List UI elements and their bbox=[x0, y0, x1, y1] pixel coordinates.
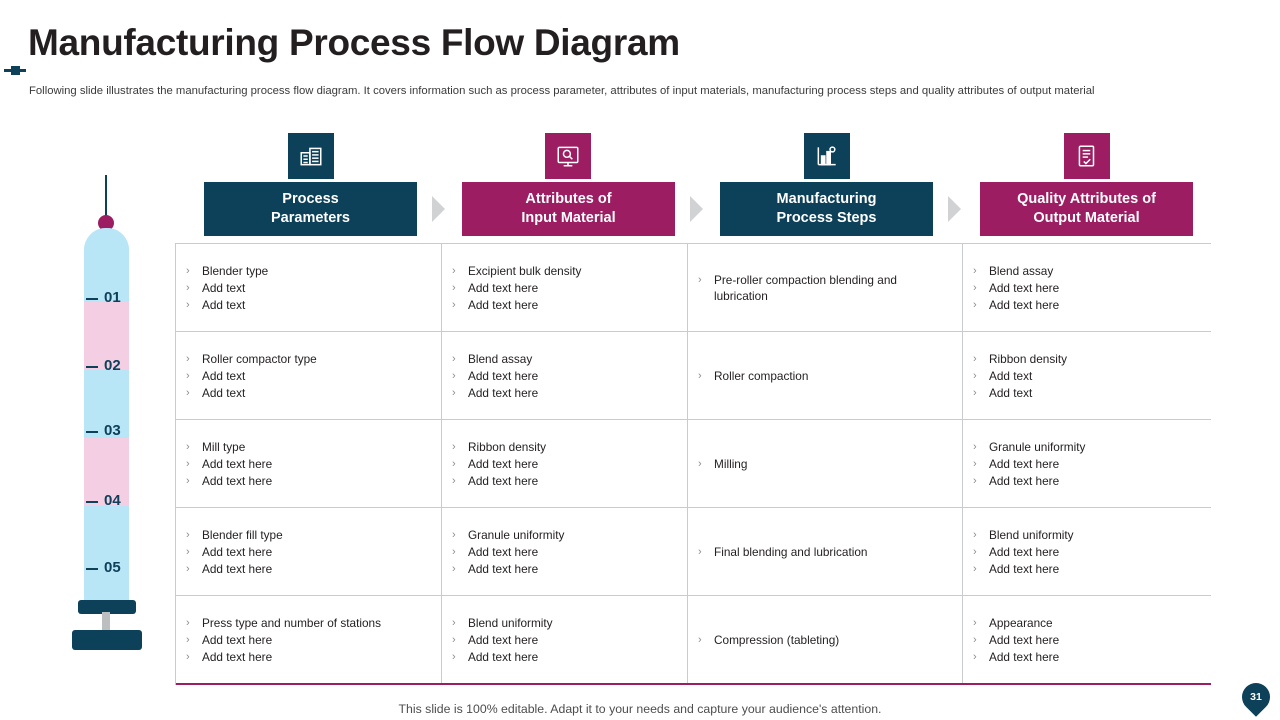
list-item: Add text here bbox=[468, 368, 539, 383]
list-item: Add text here bbox=[989, 632, 1060, 647]
list-item: Add text here bbox=[202, 649, 273, 664]
list-item: Add text here bbox=[468, 561, 539, 576]
chevron-right-icon: › bbox=[698, 273, 702, 286]
chevron-right-icon: › bbox=[973, 474, 977, 487]
cell-input-attributes bbox=[442, 596, 688, 683]
chevron-right-icon: › bbox=[973, 457, 977, 470]
column-header-line1: Attributes of bbox=[525, 191, 612, 207]
list-item: Add text here bbox=[202, 456, 273, 471]
chevron-right-icon: › bbox=[186, 650, 190, 663]
cell-process-parameters bbox=[176, 332, 442, 419]
table-row bbox=[176, 596, 1211, 685]
chevron-right-icon: › bbox=[186, 633, 190, 646]
chevron-right-icon: › bbox=[452, 369, 456, 382]
chevron-right-icon: › bbox=[452, 440, 456, 453]
list-item: Add text bbox=[202, 280, 246, 295]
column-header-line2: Output Material bbox=[1033, 210, 1140, 226]
title-marker-icon bbox=[4, 66, 26, 76]
document-search-icon bbox=[545, 133, 591, 179]
chevron-right-icon: › bbox=[186, 457, 190, 470]
chevron-right-icon: › bbox=[186, 545, 190, 558]
chevron-right-icon: › bbox=[973, 264, 977, 277]
chevron-right-icon: › bbox=[452, 474, 456, 487]
column-header-process-parameters[interactable] bbox=[204, 182, 417, 236]
cell-process-parameters bbox=[176, 420, 442, 507]
chevron-right-icon: › bbox=[973, 562, 977, 575]
list-item: Add text here bbox=[468, 544, 539, 559]
cell-process-parameters bbox=[176, 244, 442, 331]
syringe-rod bbox=[102, 612, 110, 632]
chevron-right-icon: › bbox=[186, 298, 190, 311]
chevron-right-icon: › bbox=[973, 352, 977, 365]
column-header-output-material[interactable] bbox=[980, 182, 1193, 236]
list-item: Roller compactor type bbox=[202, 351, 317, 366]
chevron-right-icon: › bbox=[698, 633, 702, 646]
list-item: Add text bbox=[989, 368, 1033, 383]
cell-process-steps bbox=[688, 508, 963, 595]
list-item: Milling bbox=[714, 456, 748, 471]
syringe-step-02: 02 bbox=[104, 357, 121, 374]
list-item: Add text here bbox=[989, 649, 1060, 664]
list-item: Add text here bbox=[989, 561, 1060, 576]
chevron-right-icon: › bbox=[186, 562, 190, 575]
chevron-right-icon: › bbox=[452, 528, 456, 541]
list-item: Add text bbox=[202, 297, 246, 312]
list-item: Blend assay bbox=[468, 351, 533, 366]
arrow-separator-1-icon bbox=[432, 196, 445, 222]
cell-input-attributes bbox=[442, 508, 688, 595]
syringe-graphic bbox=[72, 175, 142, 650]
chevron-right-icon: › bbox=[698, 369, 702, 382]
table-row bbox=[176, 508, 1211, 596]
cell-output-attributes bbox=[963, 508, 1211, 595]
chevron-right-icon: › bbox=[186, 440, 190, 453]
chevron-right-icon: › bbox=[186, 352, 190, 365]
list-item: Add text here bbox=[468, 473, 539, 488]
list-item: Roller compaction bbox=[714, 368, 809, 383]
list-item: Add text bbox=[202, 385, 246, 400]
chevron-right-icon: › bbox=[973, 369, 977, 382]
table-row bbox=[176, 420, 1211, 508]
list-item: Add text here bbox=[468, 385, 539, 400]
cell-input-attributes bbox=[442, 244, 688, 331]
list-item: Final blending and lubrication bbox=[714, 544, 868, 559]
chevron-right-icon: › bbox=[452, 386, 456, 399]
page-subtitle: Following slide illustrates the manufacturing process flow diagram. It covers information such as process parameter, attributes of input materials, manufacturing process steps and quality attributes of output material bbox=[29, 85, 1095, 97]
chevron-right-icon: › bbox=[973, 386, 977, 399]
syringe-step-05: 05 bbox=[104, 559, 121, 576]
list-item: Add text here bbox=[468, 280, 539, 295]
process-chart-icon bbox=[804, 133, 850, 179]
list-item: Compression (tableting) bbox=[714, 632, 840, 647]
list-item: Add text here bbox=[989, 544, 1060, 559]
cell-output-attributes bbox=[963, 596, 1211, 683]
chevron-right-icon: › bbox=[452, 457, 456, 470]
list-item: Blend uniformity bbox=[989, 527, 1074, 542]
chevron-right-icon: › bbox=[452, 545, 456, 558]
chevron-right-icon: › bbox=[452, 298, 456, 311]
footer-note: This slide is 100% editable. Adapt it to your needs and capture your audience's attention. bbox=[398, 702, 882, 716]
column-header-line1: Quality Attributes of bbox=[1017, 191, 1156, 207]
chevron-right-icon: › bbox=[186, 281, 190, 294]
list-item: Add text here bbox=[468, 632, 539, 647]
column-header-line1: Manufacturing bbox=[776, 191, 877, 207]
syringe-thumb-rest bbox=[72, 630, 142, 650]
chevron-right-icon: › bbox=[186, 528, 190, 541]
list-item: Add text bbox=[202, 368, 246, 383]
table-row bbox=[176, 244, 1211, 332]
list-item: Add text here bbox=[989, 280, 1060, 295]
list-item: Mill type bbox=[202, 439, 246, 454]
chevron-right-icon: › bbox=[973, 545, 977, 558]
syringe-needle-icon bbox=[105, 175, 107, 220]
list-item: Add text bbox=[989, 385, 1033, 400]
list-item: Add text here bbox=[468, 297, 539, 312]
chevron-right-icon: › bbox=[452, 264, 456, 277]
chevron-right-icon: › bbox=[186, 264, 190, 277]
cell-process-steps bbox=[688, 244, 963, 331]
page-number-badge bbox=[1242, 683, 1272, 713]
page-title: Manufacturing Process Flow Diagram bbox=[28, 22, 680, 63]
chevron-right-icon: › bbox=[452, 616, 456, 629]
chevron-right-icon: › bbox=[452, 650, 456, 663]
list-item: Press type and number of stations bbox=[202, 615, 382, 630]
chevron-right-icon: › bbox=[973, 281, 977, 294]
list-item: Add text here bbox=[202, 561, 273, 576]
chevron-right-icon: › bbox=[973, 650, 977, 663]
list-item: Add text here bbox=[989, 297, 1060, 312]
chevron-right-icon: › bbox=[186, 474, 190, 487]
column-header-line1: Process bbox=[282, 191, 339, 207]
syringe-step-04: 04 bbox=[104, 492, 121, 509]
chevron-right-icon: › bbox=[452, 562, 456, 575]
list-item: Blender type bbox=[202, 263, 269, 278]
chevron-right-icon: › bbox=[698, 457, 702, 470]
cell-process-steps bbox=[688, 332, 963, 419]
arrow-separator-3-icon bbox=[948, 196, 961, 222]
cell-process-parameters bbox=[176, 508, 442, 595]
list-item: Appearance bbox=[989, 615, 1053, 630]
column-header-line2: Process Steps bbox=[776, 210, 877, 226]
process-table bbox=[175, 243, 1211, 685]
syringe-body bbox=[84, 228, 129, 608]
arrow-separator-2-icon bbox=[690, 196, 703, 222]
syringe-step-03: 03 bbox=[104, 422, 121, 439]
column-header-line2: Parameters bbox=[271, 210, 350, 226]
report-check-icon bbox=[1064, 133, 1110, 179]
table-row bbox=[176, 332, 1211, 420]
list-item: Pre-roller compaction blending and lubrication bbox=[714, 272, 897, 303]
list-item: Granule uniformity bbox=[989, 439, 1086, 454]
list-item: Add text here bbox=[989, 456, 1060, 471]
column-header-input-material[interactable] bbox=[462, 182, 675, 236]
cell-output-attributes bbox=[963, 244, 1211, 331]
column-header-line2: Input Material bbox=[521, 210, 616, 226]
cell-output-attributes bbox=[963, 332, 1211, 419]
factory-icon bbox=[288, 133, 334, 179]
chevron-right-icon: › bbox=[186, 616, 190, 629]
chevron-right-icon: › bbox=[973, 633, 977, 646]
chevron-right-icon: › bbox=[186, 386, 190, 399]
cell-input-attributes bbox=[442, 420, 688, 507]
list-item: Add text here bbox=[989, 473, 1060, 488]
cell-input-attributes bbox=[442, 332, 688, 419]
chevron-right-icon: › bbox=[973, 616, 977, 629]
chevron-right-icon: › bbox=[452, 352, 456, 365]
list-item: Add text here bbox=[202, 473, 273, 488]
list-item: Ribbon density bbox=[989, 351, 1068, 366]
cell-process-parameters bbox=[176, 596, 442, 683]
list-item: Add text here bbox=[202, 544, 273, 559]
chevron-right-icon: › bbox=[186, 369, 190, 382]
cell-process-steps bbox=[688, 596, 963, 683]
list-item: Blend assay bbox=[989, 263, 1054, 278]
syringe-step-01: 01 bbox=[104, 289, 121, 306]
list-item: Ribbon density bbox=[468, 439, 547, 454]
list-item: Blend uniformity bbox=[468, 615, 553, 630]
list-item: Add text here bbox=[468, 649, 539, 664]
cell-output-attributes bbox=[963, 420, 1211, 507]
chevron-right-icon: › bbox=[452, 281, 456, 294]
list-item: Add text here bbox=[468, 456, 539, 471]
chevron-right-icon: › bbox=[973, 528, 977, 541]
list-item: Blender fill type bbox=[202, 527, 283, 542]
chevron-right-icon: › bbox=[973, 440, 977, 453]
chevron-right-icon: › bbox=[452, 633, 456, 646]
list-item: Granule uniformity bbox=[468, 527, 565, 542]
column-header-process-steps[interactable] bbox=[720, 182, 933, 236]
list-item: Add text here bbox=[202, 632, 273, 647]
list-item: Excipient bulk density bbox=[468, 263, 582, 278]
chevron-right-icon: › bbox=[698, 545, 702, 558]
chevron-right-icon: › bbox=[973, 298, 977, 311]
cell-process-steps bbox=[688, 420, 963, 507]
page-number: 31 bbox=[1250, 691, 1262, 703]
